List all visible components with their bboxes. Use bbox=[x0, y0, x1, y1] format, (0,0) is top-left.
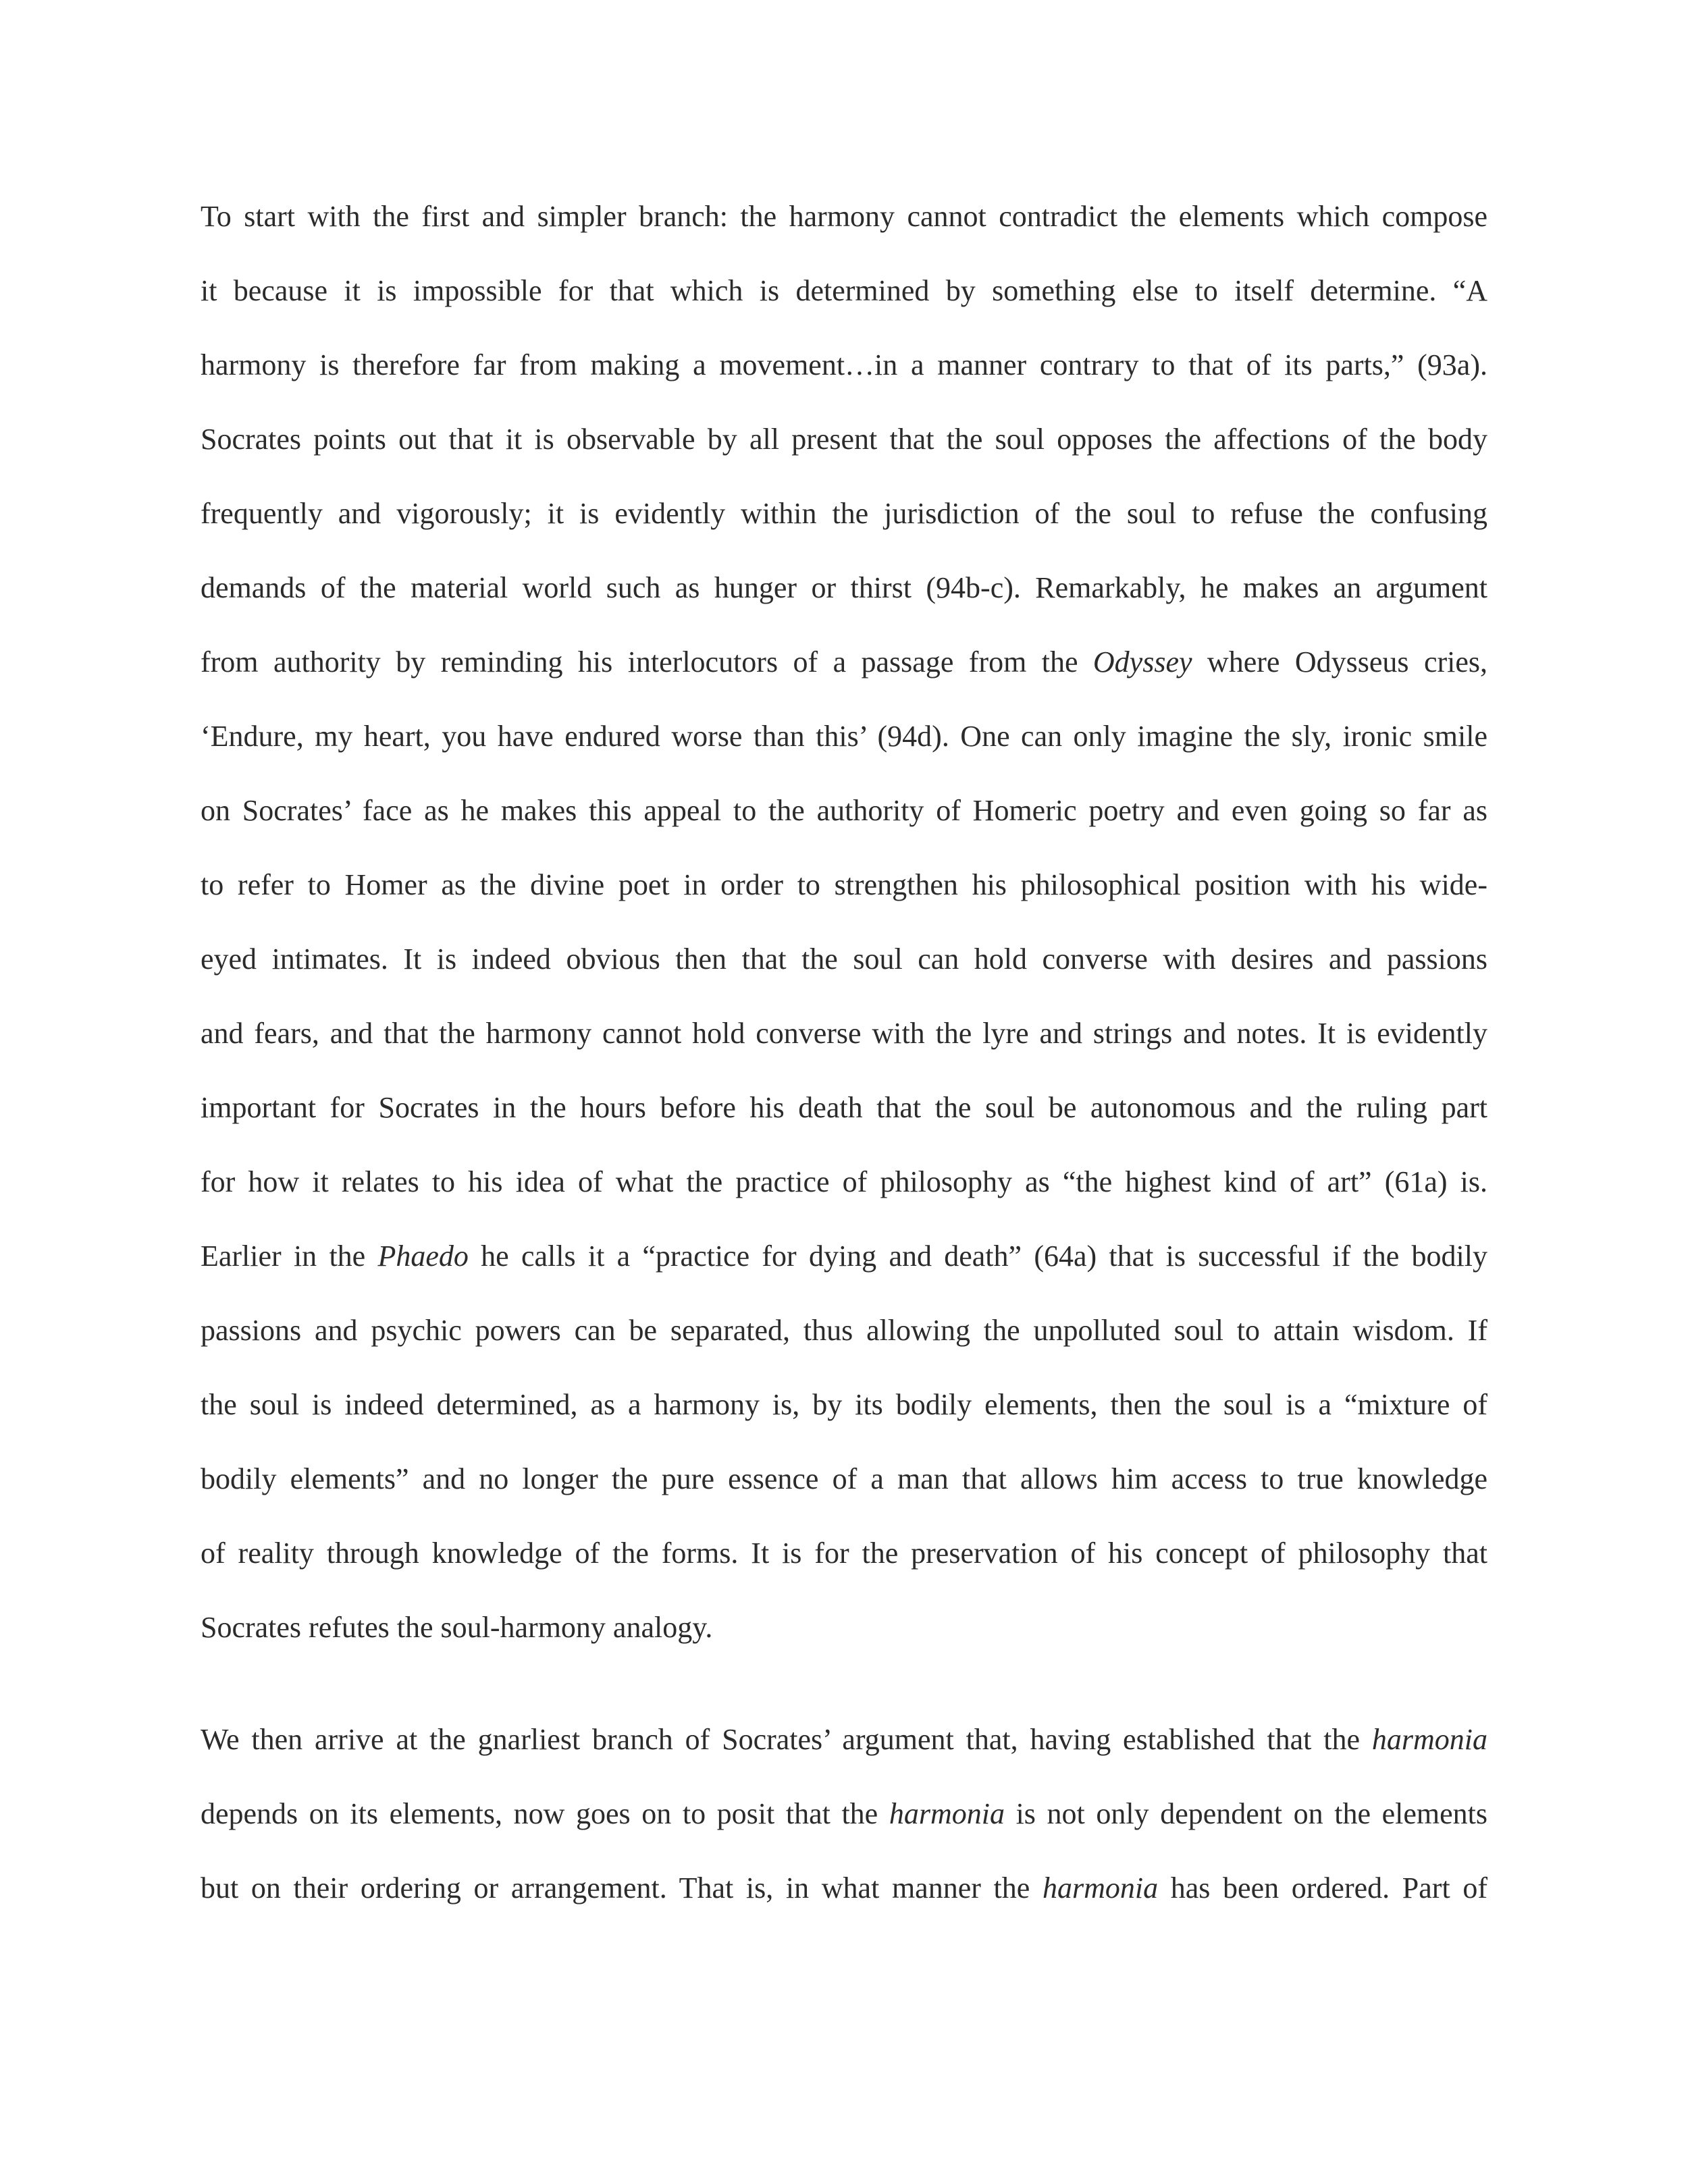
italic-term-harmonia: harmonia bbox=[1042, 1871, 1159, 1905]
paragraph-1 bbox=[201, 194, 1487, 1680]
text-line: the soul is indeed determined, as a harmony is, by its bodily elements, then the soul is a “mixture of bbox=[201, 1388, 1487, 1421]
text-line: Socrates points out that it is observable by all present that the soul opposes the affections of the body bbox=[201, 423, 1487, 456]
italic-term-harmonia: harmonia bbox=[1371, 1723, 1487, 1756]
text-line: harmony is therefore far from making a movement…in a manner contrary to that of its parts,” (93a). bbox=[201, 348, 1487, 381]
italic-title-odyssey: Odyssey bbox=[1092, 645, 1192, 678]
text-line: depends on its elements, now goes on to posit that the harmonia is not only dependent on the elements bbox=[201, 1797, 1487, 1830]
text-line: eyed intimates. It is indeed obvious then that the soul can hold converse with desires and passions bbox=[201, 942, 1487, 976]
italic-title-phaedo: Phaedo bbox=[377, 1240, 469, 1273]
text-line: ‘Endure, my heart, you have endured worse than this’ (94d). One can only imagine the sly, ironic smile bbox=[201, 720, 1487, 753]
text-line: but on their ordering or arrangement. That is, in what manner the harmonia has been ordered. Part of bbox=[201, 1871, 1487, 1905]
text-line: Socrates refutes the soul-harmony analogy. bbox=[201, 1611, 713, 1644]
italic-term-harmonia: harmonia bbox=[889, 1797, 1005, 1830]
text-line: demands of the material world such as hunger or thirst (94b-c). Remarkably, he makes an argument bbox=[201, 571, 1487, 604]
text-line: bodily elements” and no longer the pure essence of a man that allows him access to true knowledge bbox=[201, 1462, 1487, 1495]
text-line: on Socrates’ face as he makes this appeal to the authority of Homeric poetry and even going so far as bbox=[201, 794, 1487, 827]
paragraph-2 bbox=[201, 1717, 1487, 1940]
text-line: and fears, and that the harmony cannot hold converse with the lyre and strings and notes. It is evidently bbox=[201, 1017, 1487, 1050]
text-line: it because it is impossible for that which is determined by something else to itself determine. “A bbox=[201, 274, 1487, 307]
text-line: of reality through knowledge of the forms. It is for the preservation of his concept of philosophy that bbox=[201, 1537, 1487, 1570]
text-line: from authority by reminding his interlocutors of a passage from the Odyssey where Odysseus cries, bbox=[201, 645, 1487, 678]
text-line: frequently and vigorously; it is evidently within the jurisdiction of the soul to refuse the confusing bbox=[201, 497, 1487, 530]
text-line: To start with the first and simpler branch: the harmony cannot contradict the elements which compose bbox=[201, 200, 1487, 233]
text-line: to refer to Homer as the divine poet in order to strengthen his philosophical position with his wide- bbox=[201, 868, 1487, 901]
document-page bbox=[201, 194, 1487, 1940]
text-line: We then arrive at the gnarliest branch of Socrates’ argument that, having established that the harmonia bbox=[201, 1723, 1487, 1756]
paragraph-gap bbox=[201, 1680, 1487, 1717]
text-line: Earlier in the Phaedo he calls it a “practice for dying and death” (64a) that is successful if the bodily bbox=[201, 1240, 1487, 1273]
text-line: important for Socrates in the hours before his death that the soul be autonomous and the ruling part bbox=[201, 1091, 1487, 1124]
text-line: for how it relates to his idea of what the practice of philosophy as “the highest kind of art” (61a) is. bbox=[201, 1165, 1487, 1198]
text-line: passions and psychic powers can be separated, thus allowing the unpolluted soul to attain wisdom. If bbox=[201, 1314, 1487, 1347]
